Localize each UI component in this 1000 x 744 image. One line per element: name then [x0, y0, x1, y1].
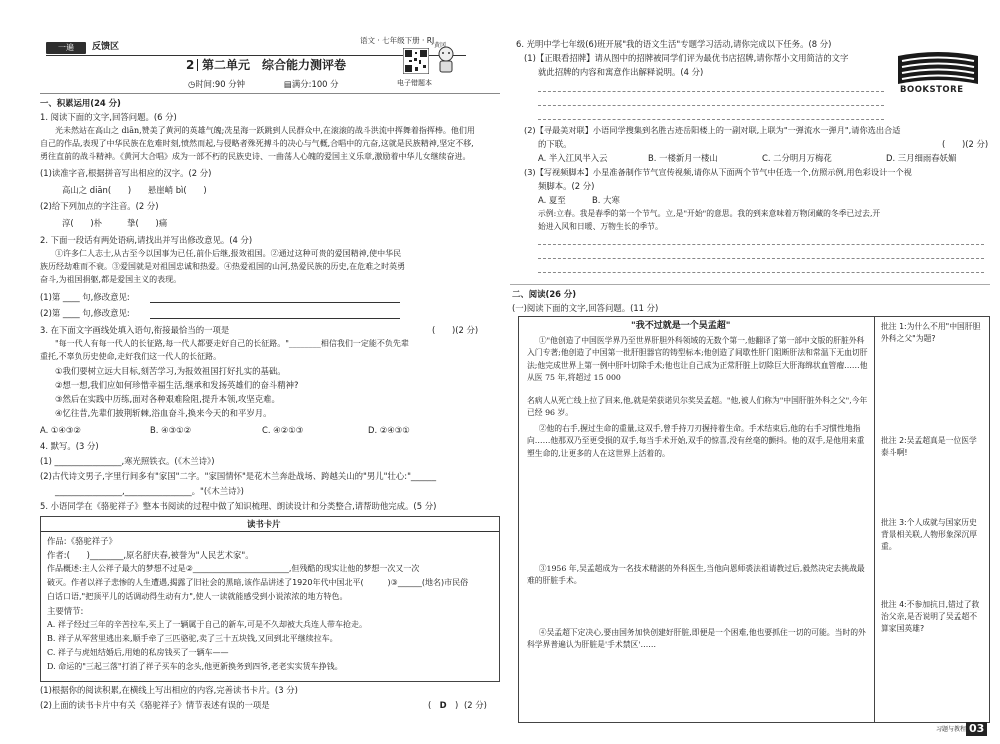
q1-prompt: 1. 阅读下面的文字,回答问题。(6 分): [40, 112, 177, 122]
q3-prompt: 3. 在下面文字画线处填入语句,衔接最恰当的一项是: [40, 325, 230, 335]
series-label: 语文 · 七年级下册 · RJ: [360, 36, 435, 45]
card-summary[interactable]: 作品概述:主人公祥子最大的梦想不过是②________________________,但残酷的现实让他的梦想一次又一次: [47, 564, 420, 573]
q6-sub3b: 频脚本。(2 分): [538, 181, 595, 191]
feedback-label: 反馈区: [92, 42, 120, 52]
q3-option: ②想一想,我们应如何珍惜幸福生活,继承和发扬英雄们的奋斗精神?: [55, 380, 299, 390]
title-divider: [197, 59, 198, 71]
annotation-2: 批注 2:吴孟超真是一位医学泰斗啊!: [881, 436, 977, 457]
q6-sub2-option-b[interactable]: B. 一楼新月一楼山: [648, 153, 718, 163]
q6-sub3-option-b[interactable]: B. 大寒: [592, 195, 620, 205]
notes-divider: [874, 317, 875, 722]
card-title: 读书卡片: [247, 519, 281, 529]
card-plot: C. 祥子与虎妞结婚后,用她的私房钱买了一辆车——: [47, 648, 229, 657]
q3-score[interactable]: ( )(2 分): [432, 325, 479, 335]
reading-card: [40, 516, 500, 682]
q2-answer-2: (2)第 ____ 句,修改意见:: [40, 308, 130, 318]
q3-option: ①我们要树立远大目标,刻苦学习,为报效祖国打好扎实的基础。: [55, 366, 286, 376]
q4-line-1[interactable]: (1) ________________,寒光照铁衣。(《木兰诗》): [40, 456, 215, 466]
qr-caption: 电子错题本: [397, 79, 432, 87]
mascot-badge: 黄冈: [434, 42, 447, 49]
q1-sub1: (1)读准字音,根据拼音写出相应的汉字。(2 分): [40, 168, 212, 178]
section-2-heading: 二、阅读(26 分): [512, 289, 577, 299]
score-info: ▤满分:100 分: [284, 79, 339, 89]
q6-sub2-option-a[interactable]: A. 半入江风半入云: [538, 153, 608, 163]
q1-sub2-answer[interactable]: 淳( )朴 挚( )痛: [62, 218, 168, 228]
section-rule: [510, 284, 990, 285]
q6-answer-line[interactable]: [538, 119, 884, 120]
q5-sub2-answer-box[interactable]: ( D ): [428, 700, 459, 710]
q6-sub1b: 就此招牌的内容和寓意作出解释说明。(4 分): [538, 67, 704, 77]
q1-passage-line: 自己的作品,表现了中华民族在危难时刻,愤然而起,与侵略者殊死搏斗的决心与气概,合唱中的亢奋,这就是民族精神,坚定不移,: [40, 139, 474, 148]
q3-passage-line: 重托,不辜负历史使命,走好我们这一代人的长征路。: [40, 352, 222, 361]
card-plot-title: 主要情节:: [47, 606, 84, 616]
q3-choice-b[interactable]: B. ④③①②: [150, 425, 192, 435]
article-paragraph: 名病人从死亡线上拉了回来,他,就是荣获诺贝尔奖吴孟超。"他,被人们称为"中国肝脏外科之父",今年已经 96 岁。: [527, 396, 868, 418]
section-1-heading: 一、积累运用(24 分): [40, 98, 121, 108]
q6-sub3-answer-line[interactable]: [538, 258, 984, 259]
article-box: [518, 316, 990, 723]
q5-sub1: (1)根据你的阅读积累,在横线上写出相应的内容,完善读书卡片。(3 分): [40, 685, 298, 695]
q5-sub2-answer: D: [439, 700, 447, 710]
article-paragraph: ③1956 年,吴孟超成为一名技术精湛的外科医生,当他向恩师裘法祖请教过后,毅然决定去挑战最难的肝脏手术。: [527, 564, 865, 586]
bookstore-logo-text: BOOKSTORE: [900, 85, 964, 95]
q6-sub3-example: 始进入风和日暖、万物生长的季节。: [538, 222, 663, 231]
q1-sub1-answer[interactable]: 高山之 diān( ) 悬崖峭 bì( ): [62, 185, 207, 195]
q3-choice-d[interactable]: D. ②④③①: [368, 425, 410, 435]
q3-choice-a[interactable]: A. ①④③②: [40, 425, 81, 435]
qr-code-icon: [403, 48, 429, 74]
q2-prompt: 2. 下面一段话有两处语病,请找出并写出修改意见。(4 分): [40, 235, 253, 245]
annotation-3: 批注 3:个人成就与国家历史背景相关联,人物形象深沉厚重。: [881, 518, 978, 551]
q6-sub3-answer-line[interactable]: [538, 244, 984, 245]
page-number: 03: [966, 722, 987, 736]
annotation-4: 批注 4:不参加抗日,错过了救治父亲,是否说明了吴孟超不算家国英雄?: [881, 600, 980, 633]
q6-answer-line[interactable]: [538, 105, 884, 106]
q1-sub2: (2)给下列加点的字注音。(2 分): [40, 201, 159, 211]
q3-option: ④忆往昔,先辈们披荆斩棘,浴血奋斗,换来今天的和平岁月。: [55, 408, 272, 418]
time-text: 时间:90 分钟: [195, 79, 245, 89]
reading-1-prompt: (一)阅读下面的文字,回答问题。(11 分): [512, 303, 659, 313]
q6-sub2-option-d[interactable]: D. 三月细雨春妖媚: [886, 153, 957, 163]
article-paragraph: ②他的右手,握过生命的重量,这双手,曾手持刀刃握持着生命。手术结束后,他的右手习惯性地指向……他那双乃至更受损的双手,每当手术开始,双手的惊喜,没有丝毫的颤抖。他的双手,是他用来重塑生命的,让更多的人在这世界上活着的。: [527, 424, 865, 458]
q2-passage-line: ①许多仁人志士,从古至今以国事为已任,前仆后继,报效祖国。②通过这种可贵的爱国精神,使中华民: [55, 249, 402, 258]
article-paragraph: ①"他创造了中国医学界乃至世界肝胆外科领域的无数个第一,他翻译了第一部中文版的肝脏外科入门专著;他创造了中国第一批肝胆器官的铸型标本;他创造了间歇性肝门阻断肝法和常温下无血切肝法;他完成世界上第一例中肝叶切除手术;他也让自己成为正常肝脏上切除巨大肝海绵状血管瘤……他从医 75 年,将超过 15 000: [527, 336, 868, 382]
q6-sub3-option-a[interactable]: A. 夏至: [538, 195, 566, 205]
title-rule: [40, 93, 500, 94]
q2-answer-line[interactable]: [150, 302, 400, 303]
q5-sub2: (2)上面的读书卡片中有关《骆驼祥子》情节表述有误的一项是: [40, 700, 270, 710]
card-plot: A. 祥子经过三年的辛苦拉车,买上了一辆属于自己的新车,可是不久却被大兵连人带车抢走。: [47, 620, 367, 629]
card-summary[interactable]: 破灭。作者以祥子悲惨的人生遭遇,揭露了旧社会的黑暗,该作品讲述了1920年代中国北平( )③______(地名)市民俗: [47, 578, 469, 587]
q3-option: ③然后在实践中历练,面对各种艰难险阻,提升本领,攻坚克难。: [55, 394, 280, 404]
q6-sub2: (2)【寻最美对联】小语同学搜集到名胜古迹岳阳楼上的一副对联,上联为"一弹流水一弹月",请你选出合适: [524, 125, 901, 135]
q2-passage-line: 族历经劫难而不衰。③爱国就是对祖国忠诚和热爱。④热爱祖国的山河,热爱民族的历史,在危难之时英勇: [40, 262, 406, 271]
q3-passage-line: "每一代人有每一代人的长征路,每一代人都要走好自己的长征路。"________相信我们一定能不负先辈: [55, 339, 409, 348]
annotation-1: 批注 1:为什么不用"中国肝胆外科之父"为题?: [881, 322, 981, 343]
q6-sub1: (1)【正眼看招牌】请从图中的招牌被同学们评为最优书店招牌,请你帮小文用简洁的文字: [524, 53, 849, 63]
q1-passage-line: 光未然站在高山之 diān,赞美了黄河的英雄气魄;冼星海一跃跳到人民群众中,在滚滚的战斗洪流中挥舞着指挥棒。他们用: [55, 126, 475, 135]
page-title: 第二单元 综合能力测评卷: [202, 58, 347, 72]
card-plot: D. 命运的"三起三落"打消了祥子买车的念头,他更新换务到四爷,老老实实赁车挣钱。: [47, 662, 343, 671]
q6-sub2-option-c[interactable]: C. 二分明月万梅花: [762, 153, 832, 163]
card-author[interactable]: 作者:( )________,原名舒庆春,被誉为"人民艺术家"。: [47, 550, 254, 560]
article-paragraph: ④吴孟超下定决心,要由国务加快创建好肝脏,即便是一个困难,他也要抓住一切的可能。当时的外科学界普遍认为肝脏是'手术禁区'……: [527, 628, 866, 650]
unit-number: 2: [186, 58, 195, 72]
card-title-rule: [41, 531, 499, 532]
q2-answer-1: (1)第 ____ 句,修改意见:: [40, 292, 130, 302]
q4-prompt: 4. 默写。(3 分): [40, 441, 99, 451]
q2-answer-line[interactable]: [150, 318, 400, 319]
card-plot: B. 祥子从军营里逃出来,顺手牵了三匹骆驼,卖了三十五块钱,又回到北平继续拉车。: [47, 634, 338, 643]
q5-prompt: 5. 小语同学在《骆驼祥子》整本书阅读的过程中做了知识梳理、朗读设计和分类整合,请帮助他完成。(5 分): [40, 501, 437, 511]
q5-sub2-score: (2 分): [464, 700, 487, 710]
card-summary: 白话口语,"把顶平儿的话调动得生动有力",使人一读就能感受到小说浓浓的地方特色。: [47, 592, 348, 601]
q6-prompt: 6. 光明中学七年级(6)班开展"我的语文生活"专题学习活动,请你完成以下任务。(8 分): [516, 39, 832, 49]
q3-choice-c[interactable]: C. ④②①③: [262, 425, 304, 435]
q6-sub3-example: 示例:立春。我是春季的第一个节气。立,是"开始"的意思。我的到来意味着万物闭藏的冬季已过去,开: [538, 209, 881, 218]
q4-line-2[interactable]: (2)古代诗文男子,字里行间多有"家国"二字。"家国情怀"是花木兰奔赴战场、跨越关山的"男儿"壮心:"______: [40, 471, 437, 481]
page-tag: 习题与教程: [936, 726, 967, 733]
q1-passage-line: 勇往直前的战斗精神。《黄河大合唱》成为一部不朽的民族史诗、一曲荡人心魄的爱国主义乐章,激励着中华儿女继续奋进。: [40, 152, 471, 161]
time-info: ◷时间:90 分钟: [188, 79, 245, 89]
q6-sub2b: 的下联。: [538, 139, 572, 149]
q6-sub3-answer-line[interactable]: [538, 272, 984, 273]
q2-passage-line: 奋斗,为祖国捐躯,都是爱国主义的表现。: [40, 275, 182, 284]
score-text: 满分:100 分: [291, 79, 339, 89]
brand-badge: 一遍: [46, 42, 86, 54]
article-title: "我不过就是一个吴孟超": [631, 321, 731, 331]
q4-line-2b[interactable]: ________________,________________。"(《木兰诗》): [55, 486, 244, 496]
q6-answer-line[interactable]: [538, 91, 884, 92]
card-work: 作品:《骆驼祥子》: [47, 536, 117, 546]
q6-sub3: (3)【写视频脚本】小星准备制作节气宣传视频,请你从下面两个节气中任选一个,仿照示例,用色彩设计一个视: [524, 167, 912, 177]
q6-sub2-score[interactable]: ( )(2 分): [942, 139, 989, 149]
